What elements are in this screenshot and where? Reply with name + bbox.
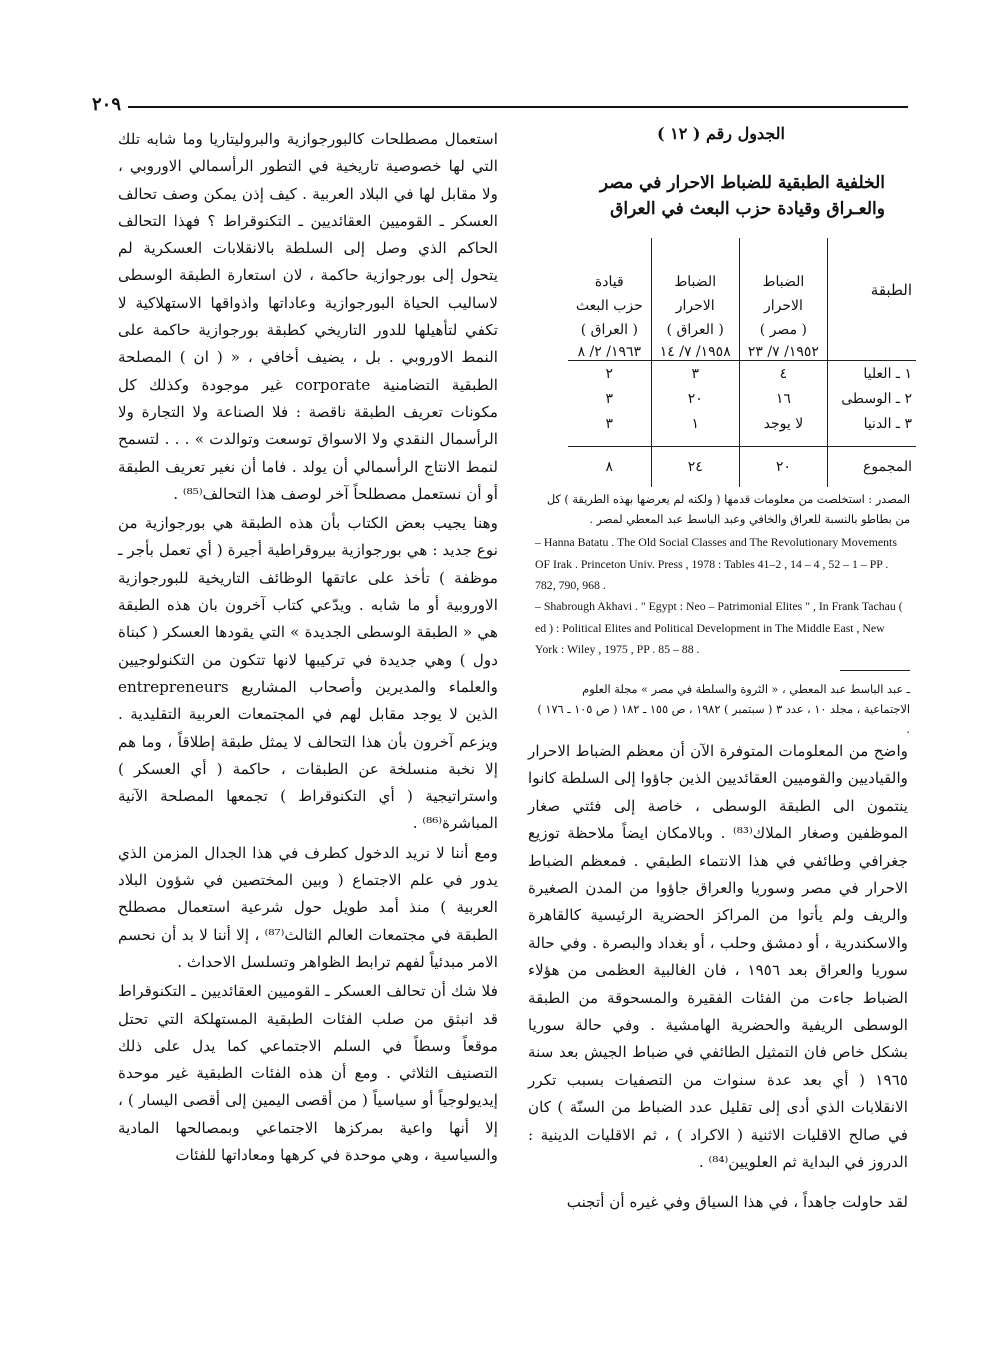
- table-header-row: [568, 238, 916, 344]
- table-row: [568, 386, 916, 411]
- table-subtitle-line: الخلفية الطبقية للضباط الاحرار في مصر: [599, 173, 885, 193]
- source-note: المصدر : استخلصت من معلومات قدمها ( ولكنه لم يعرضها بهذه الطريقة ) كل من بطاطو بالنسبة للعراق والخافي وعبد الباسط عبد المعطي لمصر .: [546, 493, 910, 526]
- table-subtitle-line: والعـراق وقيادة حزب البعث في العراق: [610, 199, 885, 219]
- right-column-text: [528, 738, 908, 1216]
- header-class: الطبقة: [828, 238, 917, 344]
- total-cell: ٢٠: [739, 447, 827, 488]
- date-cell: ١٩٥٨/ ٧/ ١٤: [651, 344, 739, 361]
- paragraph: فلا شك أن تحالف العسكر ـ القوميين العقائديين ـ التكنوقراط قد انبثق من صلب الفئات الطبقية المستهلكة التي تحتل موقعاً وسطاً في السلم الاجتماعي كما يدل على ذلك التصنيف الثلاثي . ومع أن هذه الفئات الطبقية غير موحدة إيديولوجياً أو سياسياً ( من أقصى اليمين إلى أقصى اليسار ) ، إلا أنها واعية بمركزها الاجتماعي وبمصالحها المادية والسياسية ، وهي موحدة في كرهها ومعاداتها للفئات: [118, 982, 498, 1164]
- paragraph: استعمال مصطلحات كالبورجوازية والبروليتاريا وما شابه تلك التي لها خصوصية تاريخية في التطور الرأسمالي الاوروبي ، ولا مقابل لها في البلاد العربية . كيف إذن يمكن وصف تحالف العسكر ـ القوميين العقائديين ـ التكنوقراط ؟ فهذا التحالف الحاكم الذي وصل إلى السلطة بالانقلابات العسكرية لم يتحول إلى بورجوازية حاكمة ، لان استعارة الطبقة الوسطى لاساليب الحياة البورجوازية وعاداتها واذواقها الاستهلاكية لا تكفي لتأهيلها للدور التاريخي كطبقة بورجوازية حاكمة على النمط الاوروبي . بل ، يضيف أخافي ، « ( ان ) المصلحة الطبقية التضامنية corporate غير موجودة وكذلك كل مكونات تعريف الطبقة ناقصة : فلا الصناعة ولا التجارة ولا الرأسمال النقدي ولا الاسواق توسعت وتوالدت » . . . لتسمح لنمط الانتاج الرأسمالي أن يولد . فاما أن نغير تعريف الطبقة أو أن نستعمل مصطلحاً آخر لوصف هذا التحالف⁽⁸⁵⁾ .: [118, 130, 498, 503]
- paragraph: لقد حاولت جاهداً ، في هذا السياق وفي غيره أن أتجنب: [566, 1192, 908, 1211]
- total-label: المجموع: [828, 447, 917, 488]
- table-title: الجدول رقم ( ١٢ ): [656, 124, 785, 143]
- footnote-divider: [840, 670, 910, 671]
- table-cell: ٣: [605, 415, 614, 432]
- row-label: ٢ ـ الوسطى: [828, 386, 917, 411]
- row-label: ٣ ـ الدنيا: [828, 411, 917, 436]
- header-rule: [128, 106, 908, 108]
- table-row: [568, 361, 916, 387]
- header-egypt-officers: الضباط الاحرار ( مصر ): [739, 238, 827, 344]
- table-cell: ٢٠: [651, 386, 739, 411]
- table-cell: لا يوجد: [739, 411, 827, 436]
- reference-akhavi: – Shabrough Akhavi . " Egypt : Neo – Patrimonial Elites " , In Frank Tachau ( ed ) : Political Elites and Political Development in The Middle East , New York : Wiley , 1975 , PP . 85 – 88 .: [535, 599, 903, 656]
- header-baath-leadership: قيادة حزب البعث ( العراق ): [575, 274, 643, 338]
- table-cell: ٣: [605, 390, 614, 407]
- total-cell: ٢٤: [651, 447, 739, 488]
- paragraph: ومع أننا لا نريد الدخول كطرف في هذا الجدال المزمن الذي يدور في علم الاجتماع ( وبين المختصين في شؤون البلاد العربية ) منذ أمد طويل حول شرعية استعمال مصطلح الطبقة في مجتمعات العالم الثالث⁽⁸⁷⁾ ، إلا أننا لا بد أن نحسم الامر مبدئياً لفهم ترابط الظواهر وتسلسل الاحداث .: [118, 843, 498, 971]
- date-cell: ١٩٦٣/ ٢/ ٨: [568, 344, 651, 361]
- paragraph: واضح من المعلومات المتوفرة الآن أن معظم الضباط الاحرار والقياديين والقوميين العقائديين الذين جاؤوا إلى السلطة كانوا ينتمون الى الطبقة الوسطى ، خاصة إلى فئتي صغار الموظفين وصغار الملاك⁽⁸³⁾ . وبالامكان ايضاً ملاحظة توزيع جغرافي وطائفي في هذا الانتماء الطبقي . فمعظم الضباط الاحرار في مصر وسوريا والعراق جاؤوا من المدن الصغيرة والريف ولم يأتوا من المراكز الحضرية الرئيسية كالقاهرة والاسكندرية ، أو دمشق وحلب ، أو بغداد والبصرة . وفي حالة سوريا والعراق بعد ١٩٥٦ ، فان الغالبية العظمى من هؤلاء الضباط جاءت من الفئات الفقيرة والمسحوقة من الطبقة الوسطى الريفية والحضرية الهامشية . وفي حالة سوريا بشكل خاص فان التمثيل الطائفي في ضباط الجيش بعد سنة ١٩٦٥ ( أي بعد عدة سنوات من التصفيات بسبب تكرر الانقلابات الذي أدى إلى تقليل عدد الضباط من السنّة ) كان في صالح الاقليات الاثنية ( الاكراد ) ، ثم الاقليات الدينية : الدروز في البداية ثم العلويين⁽⁸⁴⁾ .: [528, 742, 909, 1172]
- page-number: ٢٠٩: [92, 94, 122, 115]
- table-cell: ٤: [739, 361, 827, 387]
- table-cell: ٢: [605, 365, 614, 382]
- table-total-row: [568, 447, 916, 488]
- left-column-text: [118, 126, 498, 1169]
- footnote: ـ عبد الباسط عبد المعطي ، « الثروة والسلطة في مصر » مجلة العلوم الاجتماعية ، مجلد ١٠ ، عدد ٣ ( سبتمبر ) ١٩٨٢ ، ص ١٥٥ ـ ١٨٢ ( ص ١٠٥ ـ ١٧٦ ) .: [537, 683, 910, 736]
- paragraph: وهنا يجيب بعض الكتاب بأن هذه الطبقة هي بورجوازية من نوع جديد : هي بورجوازية بيروقراطية أجيرة ( أي تعمل بأجر ـ موظفة ) تأخذ على عاتقها الوظائف التاريخية للبورجوازية الاوروبية أو ما شابه . ويدّعي كتاب آخرون بان هذه الطبقة هي « الطبقة الوسطى الجديدة » التي يقودها العسكر ( كبناة دول ) وهي جديدة في تركيبها لانها تتكون من التكنولوجيين والعلماء والمديرين وأصحاب المشاريع entrepreneurs الذين لا يوجد مقابل لهم في المجتمعات العربية التقليدية . ويزعم آخرون بأن هذا التحالف لا يمثل طبقة إطلاقاً ، وما هم إلا نخبة منسلخة عن الطبقات ، حاكمة ( أي العسكر ) واستراتيجية ( أي التكنوقراط ) تجمعها المصلحة الآنية المباشرة⁽⁸⁶⁾ .: [118, 514, 498, 833]
- total-cell: ٨: [568, 447, 651, 488]
- class-background-table: [568, 238, 916, 487]
- row-label: ١ ـ العليا: [828, 361, 917, 387]
- date-cell: ١٩٥٢/ ٧/ ٢٣: [739, 344, 827, 361]
- table-cell: ١٦: [739, 386, 827, 411]
- reference-batatu: – Hanna Batatu . The Old Social Classes and The Revolutionary Movements OF Irak . Princeton Univ. Press , 1978 : Tables 41–2 , 14 – 4 , 52 – 1 – PP . 782, 790, 968 .: [535, 535, 897, 592]
- table-cell: ١: [651, 411, 739, 436]
- table-dates-row: [568, 344, 916, 361]
- header-iraq-officers: الضباط الاحرار ( العراق ): [651, 238, 739, 344]
- table-row: [568, 411, 916, 436]
- table-subtitle: [545, 170, 885, 222]
- table-cell: ٣: [651, 361, 739, 387]
